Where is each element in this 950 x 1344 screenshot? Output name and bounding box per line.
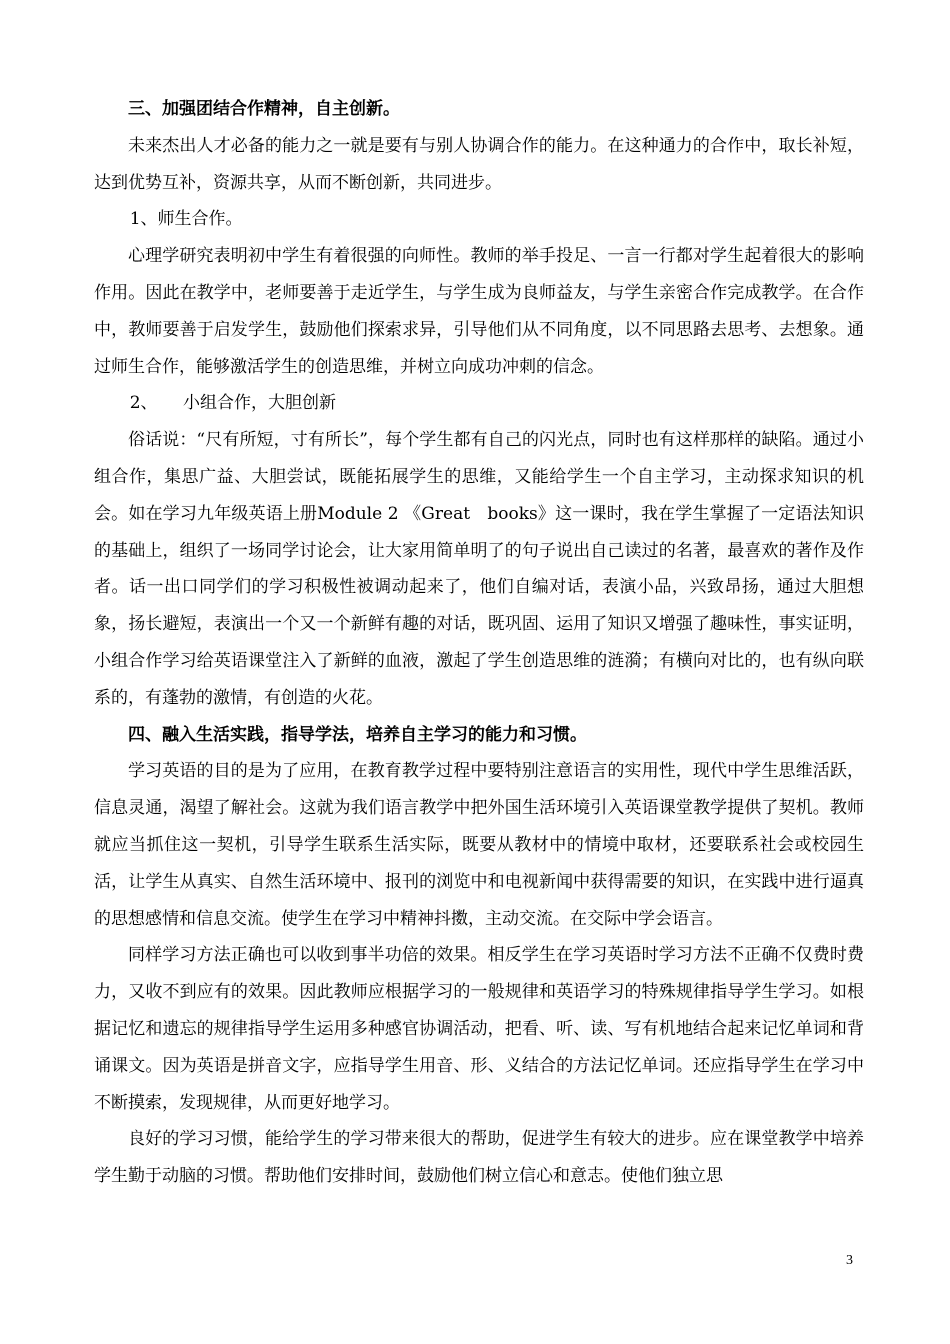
subheading-teacher-student: 1、师生合作。 <box>129 209 243 230</box>
paragraph: 心理学研究表明初中学生有着很强的向师性。教师的举手投足、一言一行都对学生起着很大的影响作用。因此在教学中，老师要善于走近学生，与学生成为良师益友，与学生亲密合作完成教学。在合作中，教师要善于启发学生，鼓励他们探索求异，引导他们从不同角度，以不同思路去思考、去想象。通过师生合作，能够激活学生的创造思维，并树立向成功冲刺的信念。 <box>94 246 864 377</box>
paragraph: 未来杰出人才必备的能力之一就是要有与别人协调合作的能力。在这种通力的合作中，取长补短，达到优势互补，资源共享，从而不断创新，共同进步。 <box>94 135 864 193</box>
paragraph: 学习英语的目的是为了应用，在教育教学过程中要特别注意语言的实用性，现代中学生思维活跃，信息灵通，渴望了解社会。这就为我们语言教学中把外国生活环境引入英语课堂教学提供了契机。教师就应当抓住这一契机，引导学生联系生活实际，既要从教材中的情境中取材，还要联系社会或校园生活，让学生从真实、自然生活环境中、报刊的浏览中和电视新闻中获得需要的知识，在实践中进行逼真的思想感情和信息交流。使学生在学习中精神抖擞，主动交流。在交际中学会语言。 <box>94 761 864 929</box>
paragraph: 良好的学习习惯，能给学生的学习带来很大的帮助，促进学生有较大的进步。应在课堂教学中培养学生勤于动脑的习惯。帮助他们安排时间，鼓励他们树立信心和意志。使他们独立思 <box>94 1129 864 1187</box>
paragraph: 俗话说：“尺有所短，寸有所长”，每个学生都有自己的闪光点，同时也有这样那样的缺陷。通过小组合作，集思广益、大胆尝试，既能拓展学生的思维，又能给学生一个自主学习，主动探求知识的机会。如在学习九年级英语上册Module 2 《Great books》这一课时，我在学生掌握了一定语法知识的基础上，组织了一场同学讨论会，让大家用简单明了的句子说出自己读过的名著，最喜欢的著作及作者。话一出口同学们的学习积极性被调动起来了，他们自编对话，表演小品，兴致昂扬，通过大胆想象，扬长避短，表演出一个又一个新鲜有趣的对话，既巩固、运用了知识又增强了趣味性，事实证明，小组合作学习给英语课堂注入了新鲜的血液，激起了学生创造思维的涟漪；有横向对比的，也有纵向联系的，有蓬勃的激情，有创造的火花。 <box>94 430 864 708</box>
page-number: 3 <box>846 1253 853 1268</box>
section-heading-4: 四、融入生活实践，指导学法，培养自主学习的能力和习惯。 <box>128 724 587 745</box>
document-page <box>94 91 864 1195</box>
section-heading-3: 三、加强团结合作精神，自主创新。 <box>128 99 400 119</box>
subheading-group: 2、 小组合作，大胆创新 <box>129 393 337 414</box>
paragraph: 同样学习方法正确也可以收到事半功倍的效果。相反学生在学习英语时学习方法不正确不仅费时费力，又收不到应有的效果。因此教师应根据学习的一般规律和英语学习的特殊规律指导学生学习。如根据记忆和遗忘的规律指导学生运用多种感官协调活动，把看、听、读、写有机地结合起来记忆单词和背诵课文。因为英语是拼音文字，应指导学生用音、形、义结合的方法记忆单词。还应指导学生在学习中不断摸索，发现规律，从而更好地学习。 <box>94 945 864 1113</box>
